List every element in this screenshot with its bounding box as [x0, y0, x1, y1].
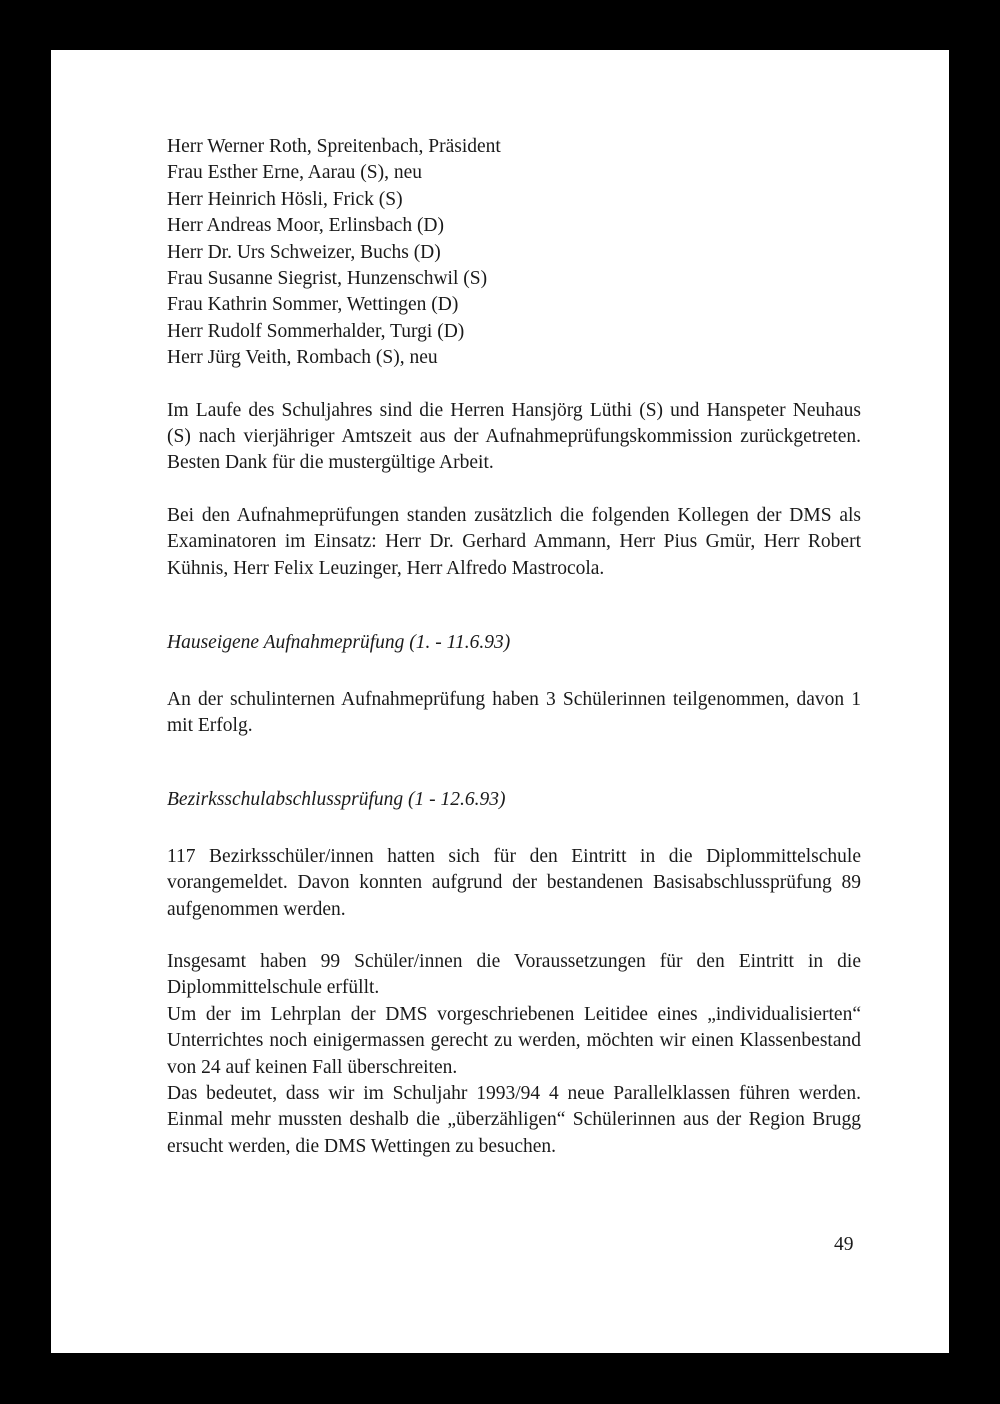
commission-member-list — [167, 134, 861, 372]
page-number: 49 — [834, 1234, 854, 1255]
district-exam-heading: Bezirksschulabschlussprüfung (1 - 12.6.93) — [167, 789, 506, 811]
member-item: Herr Werner Roth, Spreitenbach, Präsident — [167, 136, 501, 157]
closing-paragraph-class-size: Um der im Lehrplan der DMS vorgeschriebenen Leitidee eines „individualisierten“ Unterrichtes noch einigermassen gerecht zu werden, möchten wir einen Klassenbestand von 24 auf keinen Fall überschreiten. — [167, 1003, 861, 1078]
member-item: Herr Rudolf Sommerhalder, Turgi (D) — [167, 320, 465, 342]
internal-exam-heading: Hauseigene Aufnahmeprüfung (1. - 11.6.93) — [167, 632, 511, 654]
document-page — [51, 50, 949, 1353]
member-item: Frau Kathrin Sommer, Wettingen (D) — [167, 294, 459, 316]
page-content — [167, 134, 861, 1160]
member-item: Frau Esther Erne, Aarau (S), neu — [167, 162, 423, 184]
resignation-paragraph: Im Laufe des Schuljahres sind die Herren Hansjörg Lüthi (S) und Hanspeter Neuhaus (S) nach vierjähriger Amtszeit aus der Aufnahmeprüfungskommission zurückgetreten. Besten Dank für die mustergültige Arbeit. — [167, 399, 861, 474]
examiners-paragraph: Bei den Aufnahmeprüfungen standen zusätzlich die folgenden Kollegen der DMS als Examinatoren im Einsatz: Herr Dr. Gerhard Ammann, Herr Pius Gmür, Herr Robert Kühnis, Herr Felix Leuzinger, Herr Alfredo Mastrocola. — [167, 504, 861, 579]
member-item: Herr Andreas Moor, Erlinsbach (D) — [167, 215, 445, 237]
closing-paragraph-total: Insgesamt haben 99 Schüler/innen die Voraussetzungen für den Eintritt in die Diplommittelschule erfüllt. — [167, 950, 861, 999]
district-exam-paragraph: 117 Bezirksschüler/innen hatten sich für den Eintritt in die Diplommittelschule vorangemeldet. Davon konnten aufgrund der bestandenen Basisabschlussprüfung 89 aufgenommen werden. — [167, 845, 861, 920]
member-item: Herr Jürg Veith, Rombach (S), neu — [167, 347, 438, 369]
closing-paragraph-parallel-classes: Das bedeutet, dass wir im Schuljahr 1993/94 4 neue Parallelklassen führen werden. Einmal mehr mussten deshalb die „überzähligen“ Schülerinnen aus der Region Brugg ersucht werden, die DMS Wettingen zu besuchen. — [167, 1082, 861, 1157]
member-item: Herr Dr. Urs Schweizer, Buchs (D) — [167, 241, 441, 263]
internal-exam-paragraph: An der schulinternen Aufnahmeprüfung haben 3 Schülerinnen teilgenommen, davon 1 mit Erfolg. — [167, 688, 861, 736]
member-item: Herr Heinrich Hösli, Frick (S) — [167, 188, 403, 210]
member-item: Frau Susanne Siegrist, Hunzenschwil (S) — [167, 268, 488, 290]
